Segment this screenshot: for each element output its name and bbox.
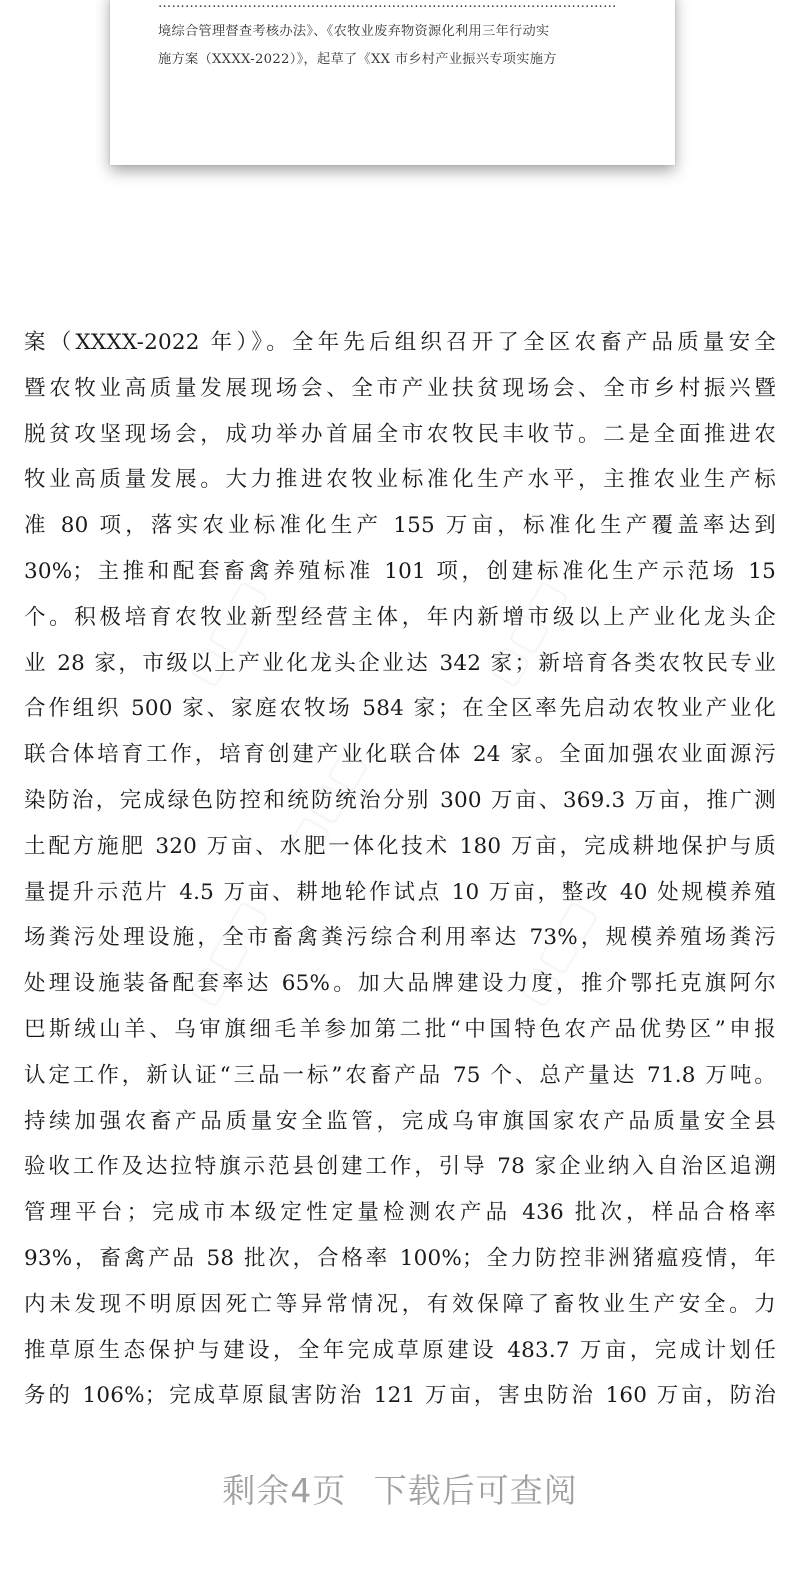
body-line: 案（XXXX-2022 年）》。全年先后组织召开了全区农畜产品质量安全 — [24, 330, 776, 355]
remaining-pages-label: 剩余4页 — [222, 1471, 347, 1510]
body-line: 个。积极培育农牧业新型经营主体，年内新增市级以上产业化龙头企 — [24, 604, 776, 630]
body-line: 暨农牧业高质量发展现场会、全市产业扶贫现场会、全市乡村振兴暨 — [24, 375, 776, 401]
body-line: 认定工作，新认证“三品一标”农畜产品 75 个、总产量达 71.8 万吨。 — [24, 1062, 776, 1088]
preview-line: ………………………………………………………………………………………… — [158, 0, 617, 11]
body-line: 牧业高质量发展。大力推进农牧业标准化生产水平，主推农业生产标 — [24, 467, 776, 493]
body-line: 业 28 家，市级以上产业化龙头企业达 342 家；新培育各类农牧民专业 — [24, 650, 776, 676]
download-to-read-more-link[interactable] — [0, 1465, 800, 1512]
download-hint-label: 下载后可查阅 — [373, 1471, 578, 1510]
body-line: 处理设施装备配套率达 65%。加大品牌建设力度，推介鄂托克旗阿尔 — [24, 971, 776, 997]
body-line: 管理平台；完成市本级定性定量检测农产品 436 批次，样品合格率 — [24, 1200, 776, 1226]
preview-line: 境综合管理督查考核办法》、《农牧业废弃物资源化利用三年行动实 — [158, 24, 550, 39]
body-line: 准 80 项，落实农业标准化生产 155 万亩，标准化生产覆盖率达到 — [24, 513, 776, 539]
body-line: 土配方施肥 320 万亩、水肥一体化技术 180 万亩，完成耕地保护与质 — [24, 833, 776, 859]
body-line: 合作组织 500 家、家庭农牧场 584 家；在全区率先启动农牧业产业化 — [24, 696, 776, 722]
body-line: 量提升示范片 4.5 万亩、耕地轮作试点 10 万亩，整改 40 处规模养殖 — [24, 879, 776, 905]
body-line: 巴斯绒山羊、乌审旗细毛羊参加第二批“中国特色农产品优势区”申报 — [24, 1016, 776, 1042]
body-line: 染防治，完成绿色防控和统防统治分别 300 万亩、369.3 万亩，推广测 — [24, 787, 776, 813]
preview-page-card — [110, 0, 675, 165]
document-body — [24, 320, 776, 1419]
body-line: 30%；主推和配套畜禽养殖标准 101 项，创建标准化生产示范场 15 — [24, 558, 776, 584]
body-line: 推草原生态保护与建设，全年完成草原建设 483.7 万亩，完成计划任 — [24, 1337, 776, 1363]
body-line: 93%，畜禽产品 58 批次，合格率 100%；全力防控非洲猪瘟疫情，年 — [24, 1245, 776, 1271]
body-line: 验收工作及达拉特旗示范县创建工作，引导 78 家企业纳入自治区追溯 — [24, 1154, 776, 1180]
body-line: 内未发现不明原因死亡等异常情况，有效保障了畜牧业生产安全。力 — [24, 1291, 776, 1317]
body-line: 务的 106%；完成草原鼠害防治 121 万亩，害虫防治 160 万亩，防治 — [24, 1383, 776, 1409]
body-line: 脱贫攻坚现场会，成功举办首届全市农牧民丰收节。二是全面推进农 — [24, 421, 776, 447]
body-line: 联合体培育工作，培育创建产业化联合体 24 家。全面加强农业面源污 — [24, 742, 776, 768]
body-line: 持续加强农畜产品质量安全监管，完成乌审旗国家农产品质量安全县 — [24, 1108, 776, 1134]
preview-page-text — [158, 0, 628, 74]
preview-line: 施方案（XXXX-2022）》，起草了《XX 市乡村产业振兴专项实施方 — [158, 52, 557, 67]
body-line: 场粪污处理设施，全市畜禽粪污综合利用率达 73%，规模养殖场粪污 — [24, 925, 776, 951]
